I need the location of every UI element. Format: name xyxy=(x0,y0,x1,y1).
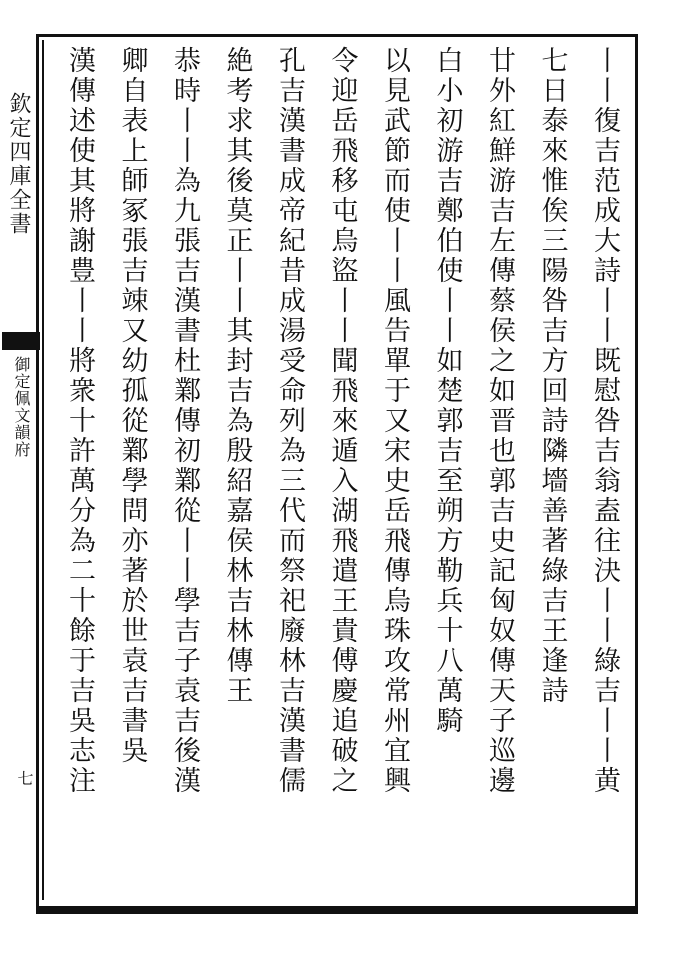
text-column: 恭時丨丨為九張吉漢書杜鄴傳初鄴從丨丨學吉子袁吉後漢 xyxy=(169,46,200,796)
text-column: 卿自表上師冢張吉竦又幼孤從鄴學問亦著於世袁吉書吳 xyxy=(116,46,148,766)
text-column: 以見武節而使丨丨風告單于又宋史岳飛傳烏珠攻常州宜興 xyxy=(379,46,410,796)
text-column: 孔吉漢書成帝紀昔成湯受命列為三代而祭祀廢林吉漢書儒 xyxy=(274,46,305,796)
text-column: 令迎岳飛移屯烏盜丨丨聞飛來遁入湖飛遣王貴傅慶追破之 xyxy=(326,46,358,796)
text-column: 絶考求其後莫正丨丨其封吉為殷紹嘉侯林吉林傳王 xyxy=(221,46,253,706)
main-text-block xyxy=(52,46,630,902)
bottom-border xyxy=(36,906,638,914)
text-column: 廿外紅鮮游吉左傳蔡侯之如晋也郭吉史記匈奴傳天子巡邊 xyxy=(484,46,515,796)
text-column: 七日泰來惟俟三陽咎吉方回詩隣墻善著綠吉王逢詩 xyxy=(536,46,568,706)
page-number: 七 xyxy=(15,770,34,786)
text-column: 白小初游吉鄭伯使丨丨如楚郭吉至朔方勒兵十八萬騎 xyxy=(431,46,463,736)
section-name: 御定佩文韻府 xyxy=(12,356,31,458)
text-column: 漢傳述使其將謝豊丨丨將衆十許萬分為二十餘于吉吳志注 xyxy=(64,46,95,796)
book-title: 欽定四庫全書 xyxy=(6,92,31,236)
text-column: 丨丨復吉范成大詩丨丨既慰咎吉翁盍往決丨丨綠吉丨丨黄 xyxy=(589,46,620,796)
fishtail-mark xyxy=(2,332,40,350)
